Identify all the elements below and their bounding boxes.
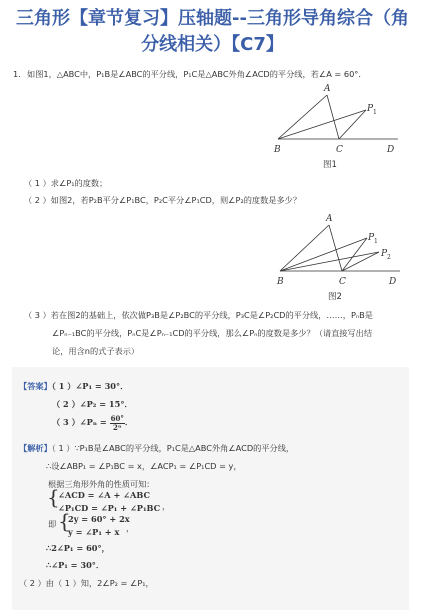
answer-3-denominator: 2ⁿ (112, 422, 122, 432)
answer-3-suffix: ． (124, 417, 134, 427)
problem-stem: 如图1，△ABC中，P₁B是∠ABC的平分线，P₁C是△ABC外角∠ACD的平分线，若∠A = 60°． (27, 69, 367, 79)
label-p1-sub: 1 (374, 238, 378, 245)
analysis-line-7: ∴∠P₁ = 30°． (46, 560, 105, 570)
label-p2-sub: 2 (387, 254, 391, 261)
figure-1-caption: 图1 (323, 160, 337, 170)
system-2-eq-1: 2y = 60° + 2x (68, 514, 130, 524)
label-p2: P (381, 249, 388, 259)
figure-1 (270, 84, 410, 170)
label-a: A (324, 84, 331, 94)
title-line-2: 分线相关）【C7】 (141, 34, 284, 55)
analysis-line-3: 根据三角形外角的性质可知： (48, 479, 155, 489)
answer-3 (52, 414, 133, 430)
label-p1: P (367, 104, 374, 114)
question-2: （ 2 ）如图2，若P₂B平分∠P₁BC，P₂C平分∠P₁CD，则∠P₂的度数是多少？ (24, 195, 302, 205)
system-2-eq-2: y = ∠P₁ + x (68, 527, 120, 537)
system-1-eq-1: ∠ACD = ∠A + ∠ABC (58, 490, 150, 500)
label-c: C (339, 277, 346, 287)
system-1-brace: { (47, 485, 60, 509)
problem-number: 1. (13, 69, 21, 79)
figure-2-caption: 图2 (328, 292, 342, 302)
answer-row-1 (19, 380, 128, 392)
label-c: C (336, 145, 343, 155)
label-b: B (277, 277, 284, 287)
line-ab (280, 225, 329, 271)
label-a: A (326, 214, 333, 224)
line-cp2 (342, 252, 379, 271)
analysis-line-2: ∴设∠ABP₁ = ∠P₁BC = x，∠ACP₁ = ∠P₁CD = y， (46, 461, 242, 471)
analysis-line-1: （ 1 ）∵P₁B是∠ABC的平分线，P₁C是△ABC外角∠ACD的平分线， (51, 443, 295, 453)
analysis-ji: 即 (48, 519, 57, 529)
question-3-line-3: 论，用含n的式子表示） (52, 346, 140, 356)
label-d: D (387, 145, 395, 155)
line-ab (278, 95, 327, 139)
analysis-row-1 (19, 442, 294, 454)
analysis-tag: 【解析】 (19, 443, 52, 453)
page-title (0, 6, 425, 58)
label-b: B (274, 145, 281, 155)
answer-3-numerator: 60° (110, 413, 124, 423)
answer-tag: 【答案】 (19, 381, 52, 391)
system-1-eq-2: ∠P₁CD = ∠P₁ + ∠P₁BC (58, 503, 161, 513)
figure-2 (270, 210, 410, 300)
line-bp1 (280, 238, 367, 271)
label-p1: P (368, 233, 375, 243)
system-2-comma: ， (126, 523, 135, 533)
system-1-comma: ， (162, 501, 171, 511)
label-d: D (389, 277, 397, 287)
analysis-line-8: （ 2 ）由（ 1 ）知，2∠P₂ = ∠P₁， (19, 578, 154, 588)
system-2-brace: { (58, 509, 71, 533)
answer-3-prefix: （ 3 ）∠Pₙ = (52, 417, 110, 427)
line-ac (327, 95, 339, 139)
analysis-line-6: ∴2∠P₁ = 60°， (46, 543, 110, 553)
question-1: （ 1 ）求∠P₁的度数； (24, 178, 108, 188)
question-3-line-2: ∠Pₙ₋₁BC的平分线，PₙC是∠Pₙ₋₁CD的平分线，那么∠Pₙ的度数是多少？（请直接写出结 (52, 328, 373, 338)
answer-1: （ 1 ）∠P₁ = 30°． (51, 381, 129, 391)
label-p1-sub: 1 (373, 109, 377, 116)
title-line-1: 三角形【章节复习】压轴题--三角形导角综合（角 (16, 8, 409, 29)
question-3-line-1: （ 3 ）若在图2的基础上，依次做P₃B是∠P₂BC的平分线，P₃C是∠P₂CD的平分线，……，PₙB是 (24, 310, 373, 320)
answer-3-fraction (110, 415, 125, 432)
line-bp2 (280, 252, 379, 271)
answer-2: （ 2 ）∠P₂ = 15°． (52, 399, 133, 409)
